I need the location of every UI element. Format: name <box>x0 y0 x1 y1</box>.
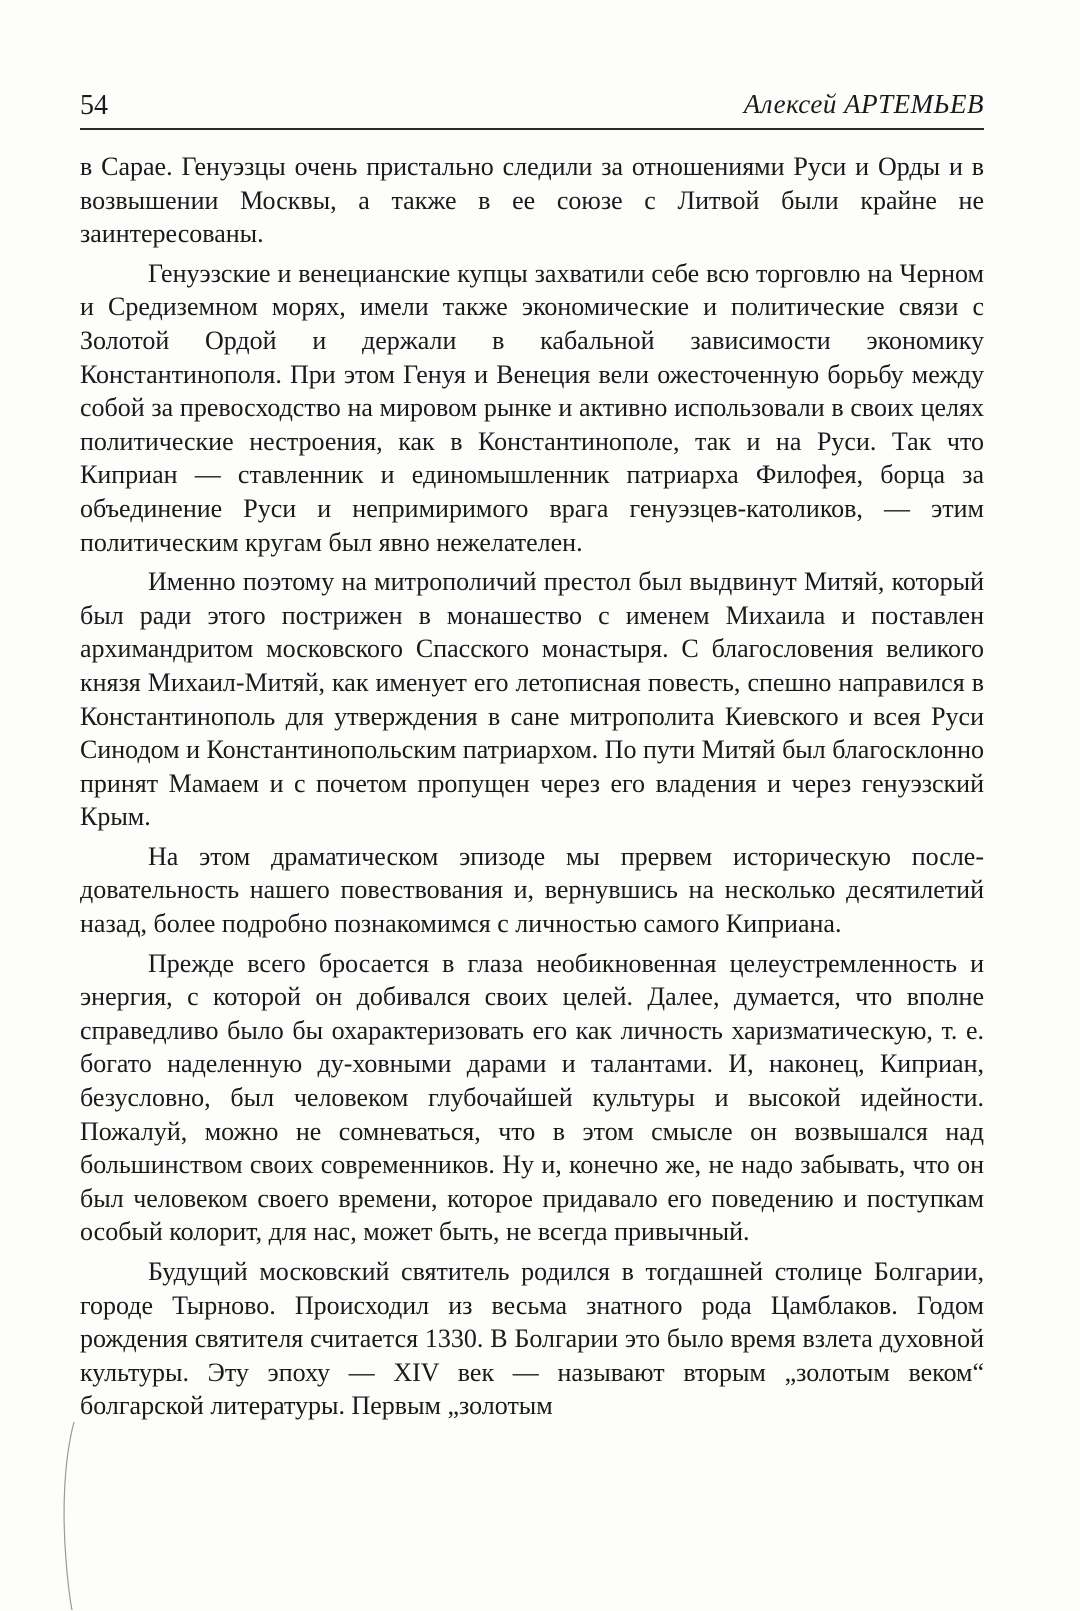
body-text <box>80 150 984 1429</box>
paragraph: в Сарае. Генуэзцы очень пристально следили за отношениями Руси и Орды и в возвышении Москвы, а также в ее союзе с Литвой были крайне не заинтересованы. <box>80 152 984 249</box>
paragraph: Генуэзские и венецианские купцы захватили себе всю торговлю на Черном и Средиземном морях, имели также экономические и политические связи с Золотой Ордой и держали в кабальной зависимости экономику Константинополя. При этом Генуя и Венеция вели ожесточенную борьбу между собой за превосходство на мировом рынке и активно использовали в своих целях политические нестроения, как в Константинополе, так и на Руси. Так что Киприан — ставленник и единомышленник патриарха Филофея, борца за объединение Руси и непримиримого врага генуэзцев-католиков, — этим политическим кругам был явно нежелателен. <box>80 258 984 557</box>
margin-pencil-mark <box>52 1420 92 1611</box>
paragraph: Будущий московский святитель родился в тогдашней столице Болгарии, городе Тырново. Происходил из весьма знатного рода Цамблаков. Годом рождения святителя считается 1330. В Болгарии это было время взлета духовной культуры. Эту эпоху — XIV век — называют вторым „золотым веком“ болгарской литературы. Первым „золотым <box>80 1257 984 1421</box>
paragraph: Прежде всего бросается в глаза необикновенная целеустремленность и энергия, с которой он добивался своих целей. Далее, думается, что вполне справедливо было бы охарактеризовать его как личность харизматическую, т. е. богато наделенную ду-ховными дарами и талантами. И, наконец, Киприан, безусловно, был человеком глубочайшей культуры и высокой идейности. Пожалуй, можно не сомневаться, что в этом смысле он возвышался над большинством своих современников. Ну и, конечно же, не надо забывать, что он был человеком своего времени, которое придавало его поведению и поступкам особый колорит, для нас, может быть, не всегда привычный. <box>80 948 984 1247</box>
page-number: 54 <box>80 90 108 121</box>
paragraph: Именно поэтому на митрополичий престол был выдвинут Митяй, который был ради этого пострижен в монашество с именем Михаила и поставлен архимандритом московского Спасского монастыря. С благословения великого князя Михаил-Митяй, как именует его летописная повесть, спешно направился в Константинополь для утверждения в сане митрополита Киевского и всея Руси Синодом и Константинопольским патриархом. По пути Митяй был благосклонно принят Мамаем и с почетом пропущен через его владения и через генуэзский Крым. <box>80 567 984 832</box>
paragraph: На этом драматическом эпизоде мы прервем историческую последовательность нашего повествования и, вернувшись на несколько десятилетий назад, более подробно познакомимся с личностью самого Киприана. <box>80 841 984 939</box>
running-author: Алексей АРТЕМЬЕВ <box>743 89 984 119</box>
running-header <box>80 84 984 130</box>
